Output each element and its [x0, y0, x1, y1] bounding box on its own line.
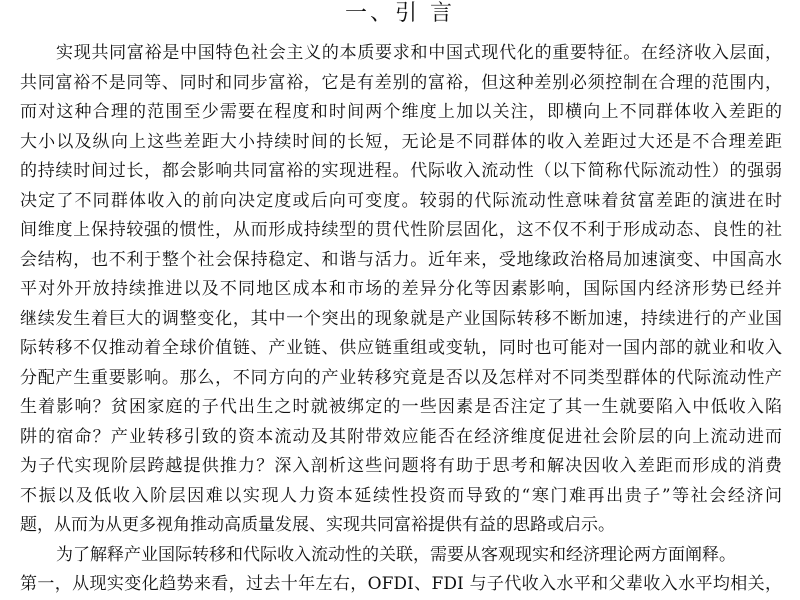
text-line: 共同富裕不是同等、同时和同步富裕，它是有差别的富裕，但这种差别必须控制在合理的范围内，: [20, 72, 782, 93]
text-line: 第一，从现实变化趋势来看，过去十年左右，OFDI、FDI 与子代收入水平和父辈收入水平均相关，: [20, 574, 782, 594]
text-line: 间维度上保持较强的惯性，从而形成持续型的贯代性阶层固化，这不仅不利于形成动态、良性的社: [20, 220, 782, 240]
text-line: 不振以及低收入阶层因难以实现人力资本延续性投资而导致的“寒门难再出贵子”等社会经济问: [20, 485, 782, 506]
text-line: 题，从而为从更多视角推动高质量发展、实现共同富裕提供有益的思路或启示。: [20, 515, 615, 535]
section-title: 一、引 言: [345, 1, 455, 26]
text-line: 决定了不同群体收入的前向决定度或后向可变度。较弱的代际流动性意味着贫富差距的演进在时: [20, 190, 782, 211]
text-line: 的持续时间过长，都会影响共同富裕的实现进程。代际收入流动性（以下简称代际流动性）的强弱: [20, 161, 782, 181]
text-line: 分配产生重要影响。那么，不同方向的产业转移究竟是否以及怎样对不同类型群体的代际流动性产: [20, 367, 782, 388]
text-line: 际转移不仅推动着全球价值链、产业链、供应链重组或变轨，同时也可能对一国内部的就业和收入: [20, 338, 782, 358]
text-line: 为了解释产业国际转移和代际收入流动性的关联，需要从客观现实和经济理论两方面阐释。: [56, 544, 736, 565]
text-line: 阱的宿命？产业转移引致的资本流动及其附带效应能否在经济维度促进社会阶层的向上流动进而: [20, 426, 782, 447]
text-line: 为子代实现阶层跨越提供推力？深入剖析这些问题将有助于思考和解决因收入差距而形成的消费: [20, 456, 782, 476]
text-line: 会结构，也不利于整个社会保持稳定、和谐与活力。近年来，受地缘政治格局加速演变、中国高水: [20, 249, 782, 270]
text-line: 而对这种合理的范围至少需要在程度和时间两个维度上加以关注，即横向上不同群体收入差距的: [20, 102, 782, 122]
body-text: [20, 39, 782, 600]
text-line: 实现共同富裕是中国特色社会主义的本质要求和中国式现代化的重要特征。在经济收入层面，: [56, 43, 782, 63]
text-line: 平对外开放持续推进以及不同地区成本和市场的差异分化等因素影响，国际国内经济形势已经并: [20, 279, 782, 299]
text-line: 大小以及纵向上这些差距大小持续时间的长短，无论是不同群体的收入差距过大还是不合理差距: [20, 131, 782, 152]
text-line: 继续发生着巨大的调整变化，其中一个突出的现象就是产业国际转移不断加速，持续进行的产业国: [20, 308, 782, 329]
text-line: 生着影响？贫困家庭的子代出生之时就被绑定的一些因素是否注定了其一生就要陷入中低收入陷: [20, 397, 782, 417]
